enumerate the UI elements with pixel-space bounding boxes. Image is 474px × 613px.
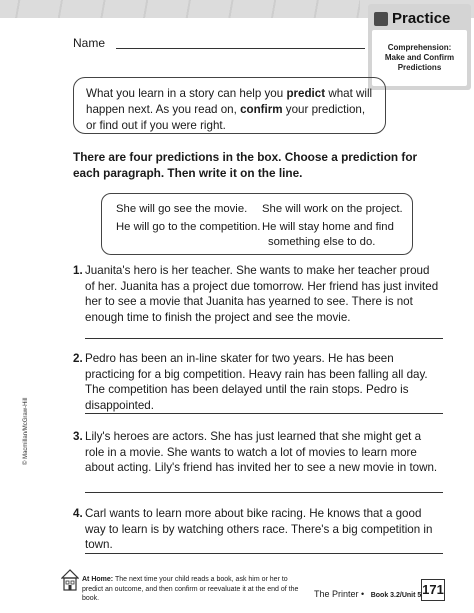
answer-line-1[interactable] [85,338,443,339]
name-label: Name [73,36,106,50]
question-number: 2. [73,352,83,365]
question-number: 1. [73,264,83,277]
prediction-2: She will work on the project. [262,203,403,215]
prediction-4-line-2: something else to do. [268,236,376,248]
at-home-text: The next time your child reads a book, ask him or her to predict an outcome, and then confirm or reevaluate it at the end of the book. [82,576,299,602]
book-unit: Book 3.2/Unit 5 [370,592,422,599]
intro-text-2: what will happen next. As you read on, [86,87,373,116]
prediction-3: He will go to the competition. [116,221,261,233]
skill-line-2: Make and Confirm [384,53,455,62]
prediction-box [101,193,413,255]
at-home-note [82,575,302,604]
instructions: There are four predictions in the box. Choose a prediction for each paragraph. Then write it on the line. [73,150,418,180]
practice-title: Practice [392,10,451,27]
intro-bold-predict: predict [286,87,326,100]
intro-text-1: What you learn in a story can help you [86,87,287,100]
skill-line-1: Comprehension: [387,43,452,52]
question-number: 4. [73,507,83,520]
answer-line-4[interactable] [85,553,443,554]
name-write-line [116,48,365,49]
intro-callout [73,77,386,134]
practice-header-box [368,4,471,90]
intro-bold-confirm: confirm [240,103,283,116]
copyright-notice: © Macmillan/McGraw-Hill [23,397,29,465]
at-home-label: At Home: [82,576,114,583]
question-text: Carl wants to learn more about bike racing. He knows that a good way to learn is by watching others race. There's a big competition in town. [85,507,433,551]
practice-title-row [374,10,450,27]
question-text: Pedro has been an in-line skater for two years. He has been practicing for a big competition. Heavy rain has been falling all day. The competition has been delayed until the rain stops. Pedro is disappointed. [85,352,428,412]
decorative-pattern [0,0,360,18]
book-info: The Printer • Book 3.2/Unit 5 [314,589,422,599]
intro-text-3: your prediction, or find out if you were right. [86,103,366,132]
prediction-1: She will go see the movie. [116,203,248,215]
skill-label [372,30,467,86]
story-title: The Printer [314,589,359,599]
prediction-4-line-1: He will stay home and find [262,221,394,233]
question-text: Juanita's hero is her teacher. She wants to make her teacher proud of her. Juanita has a project due tomorrow. Her friend has just invited her to see a movie that Juanita has yearned to see. There is not enough time to finish the project and see the movie. [85,264,439,324]
question-text: Lily's heroes are actors. She has just learned that she might get a role in a movie. She wants to watch a lot of movies to learn more about acting. Lily's friend has invited her to see a new movie in town. [85,430,438,474]
skill-line-3: Predictions [397,63,442,72]
practice-square-icon [374,12,388,26]
school-house-icon [61,568,79,592]
answer-line-3[interactable] [85,492,443,493]
page-number: 171 [421,579,445,601]
answer-line-2[interactable] [85,413,443,414]
question-number: 3. [73,430,83,443]
